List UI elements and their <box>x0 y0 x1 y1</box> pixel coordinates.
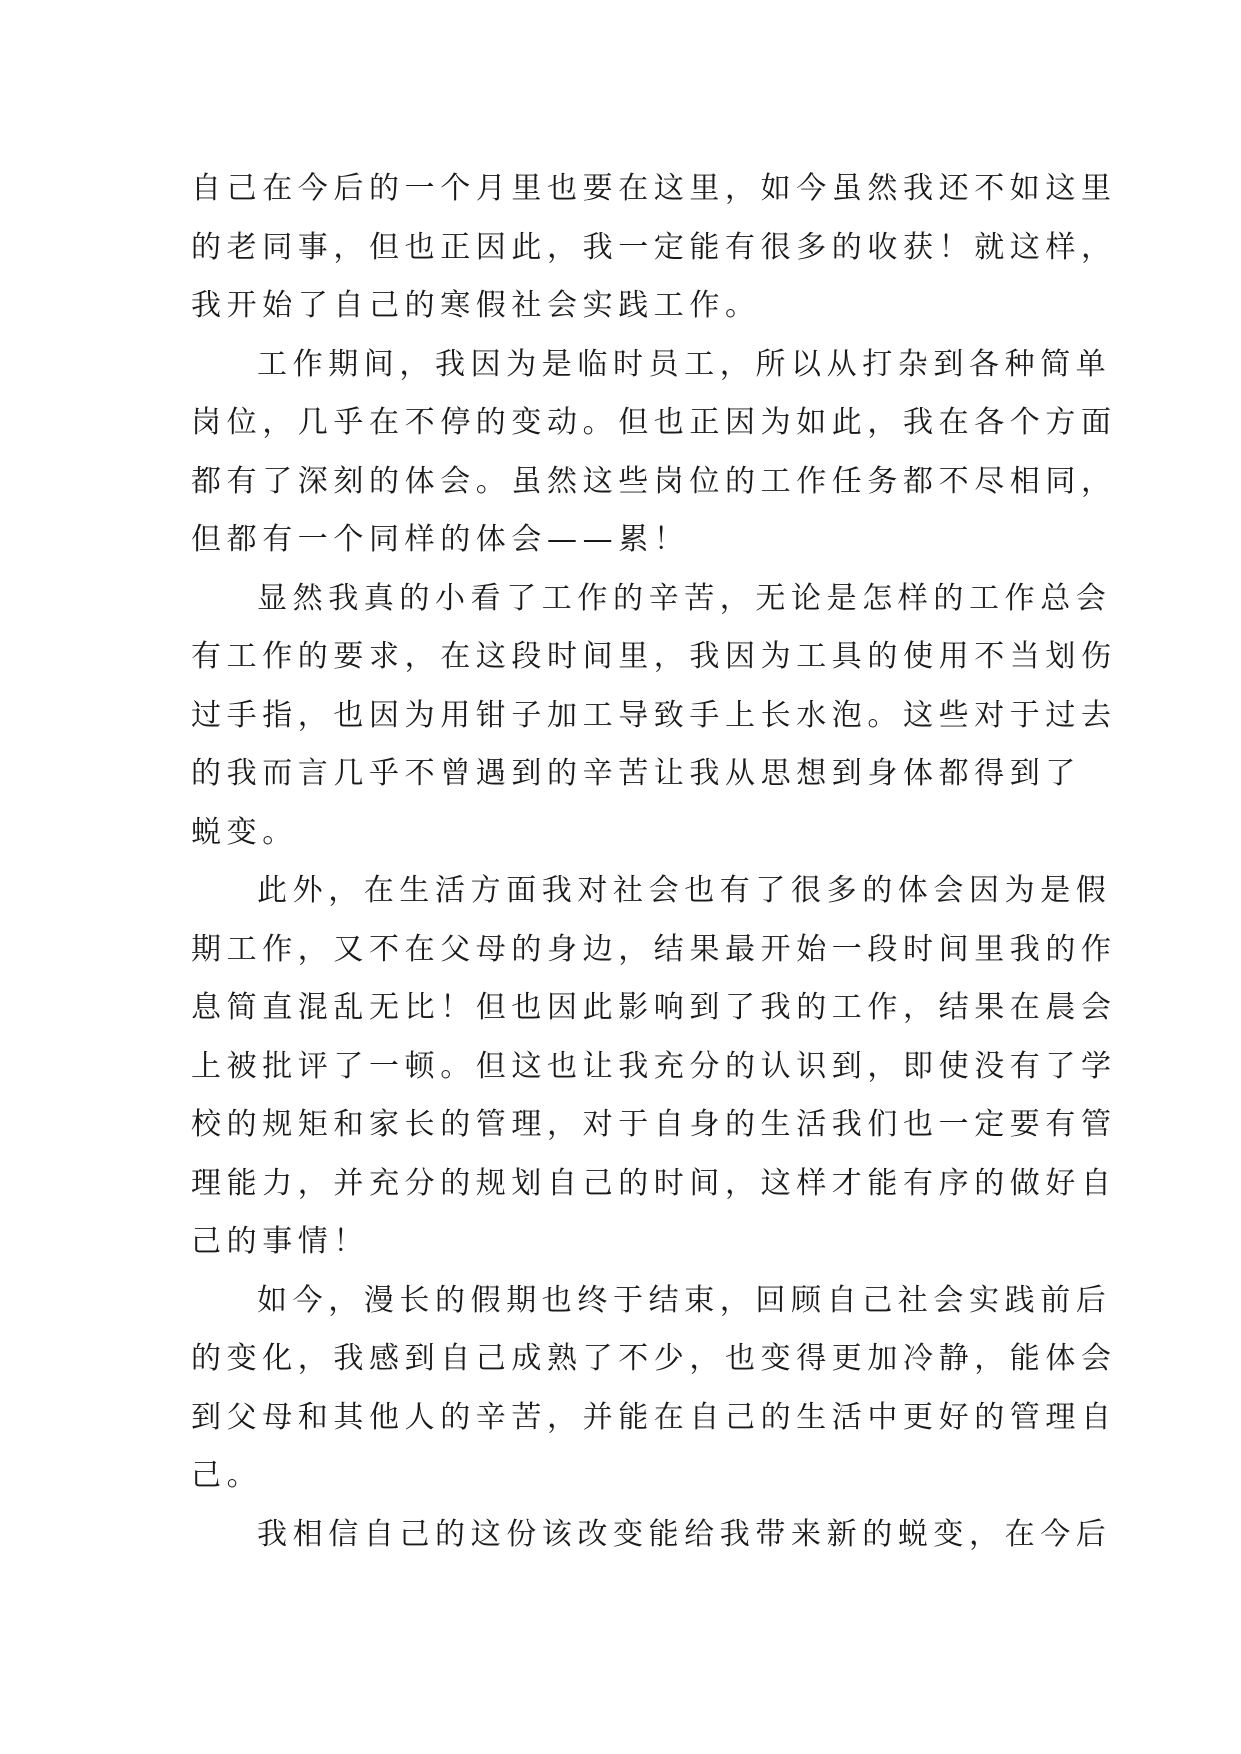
paragraph-first-line: 如今，漫长的假期也终于结束，回顾自己社会实践前后 <box>257 1282 1112 1318</box>
text-line: 我开始了自己的寒假社会实践工作。 <box>191 288 761 323</box>
paragraph-first-line: 工作期间，我因为是临时员工，所以从打杂到各种简单 <box>257 346 1112 382</box>
paragraph-first-line: 此外，在生活方面我对社会也有了很多的体会因为是假 <box>257 873 1112 908</box>
text-line: 上被批评了一顿。但这也让我充分的认识到，即使没有了学 <box>191 1048 1117 1084</box>
text-line: 的变化，我感到自己成熟了不少，也变得更加冷静，能体会 <box>191 1341 1117 1376</box>
text-line: 但都有一个同样的体会——累！ <box>191 522 690 557</box>
text-line: 理能力，并充分的规划自己的时间，这样才能有序的做好自 <box>191 1165 1117 1201</box>
text-line: 的我而言几乎不曾遇到的辛苦让我从思想到身体都得到了 <box>191 756 1081 791</box>
text-line: 岗位，几乎在不停的变动。但也正因为如此，我在各个方面 <box>191 405 1117 440</box>
paragraph-first-line: 显然我真的小看了工作的辛苦，无论是怎样的工作总会 <box>257 580 1112 616</box>
text-line: 己的事情！ <box>191 1224 369 1259</box>
text-line: 过手指，也因为用钳子加工导致手上长水泡。这些对于过去 <box>191 697 1117 733</box>
document-body <box>191 160 1117 1564</box>
text-line: 到父母和其他人的辛苦，并能在自己的生活中更好的管理自 <box>191 1399 1117 1435</box>
text-line: 有工作的要求，在这段时间里，我因为工具的使用不当划伤 <box>191 639 1117 674</box>
text-line: 都有了深刻的体会。虽然这些岗位的工作任务都不尽相同， <box>191 463 1117 499</box>
text-line: 自己在今后的一个月里也要在这里，如今虽然我还不如这里 <box>191 171 1117 206</box>
text-line: 的老同事，但也正因此，我一定能有很多的收获！就这样， <box>191 229 1117 265</box>
text-line: 校的规矩和家长的管理，对于自身的生活我们也一定要有管 <box>191 1107 1117 1142</box>
text-line: 期工作，又不在父母的身边，结果最开始一段时间里我的作 <box>191 931 1117 967</box>
paragraph-first-line: 我相信自己的这份该改变能给我带来新的蜕变，在今后 <box>257 1516 1112 1552</box>
text-line: 己。 <box>191 1458 263 1493</box>
text-line: 蜕变。 <box>191 814 298 850</box>
text-line: 息简直混乱无比！但也因此影响到了我的工作，结果在晨会 <box>191 990 1117 1025</box>
